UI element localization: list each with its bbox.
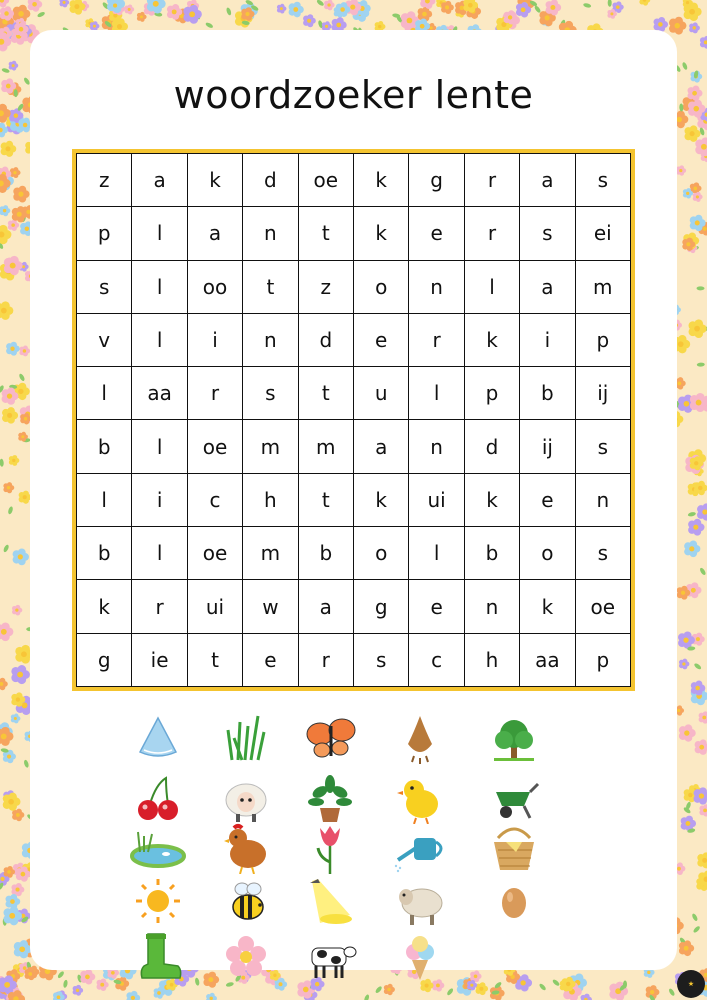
border-flower-icon: [3, 906, 21, 925]
grid-cell[interactable]: r: [132, 580, 186, 632]
border-flower-icon: [126, 991, 140, 1000]
grid-cell[interactable]: m: [576, 261, 630, 313]
grid-cell[interactable]: t: [243, 261, 297, 313]
border-flower-icon: [384, 984, 395, 995]
border-leaf-icon: [696, 286, 704, 290]
border-leaf-icon: [7, 506, 13, 515]
border-flower-icon: [303, 14, 316, 27]
border-leaf-icon: [693, 662, 702, 670]
grid-cell[interactable]: n: [243, 207, 297, 259]
border-leaf-icon: [691, 913, 698, 922]
grid-cell[interactable]: oe: [188, 527, 242, 579]
grid-cell[interactable]: n: [465, 580, 519, 632]
border-flower-icon: [694, 481, 707, 495]
border-leaf-icon: [0, 459, 4, 467]
grid-cell[interactable]: aa: [132, 367, 186, 419]
border-flower-icon: [9, 455, 19, 466]
border-flower-icon: [678, 631, 695, 648]
grid-cell[interactable]: oo: [188, 261, 242, 313]
grid-cell[interactable]: p: [77, 207, 131, 259]
grid-cell[interactable]: m: [243, 527, 297, 579]
border-flower-icon: [59, 0, 69, 7]
border-leaf-icon: [688, 511, 697, 517]
border-flower-icon: [699, 711, 707, 723]
border-flower-icon: [432, 979, 444, 991]
grid-cell[interactable]: k: [465, 314, 519, 366]
grid-cell[interactable]: l: [465, 261, 519, 313]
border-flower-icon: [3, 793, 21, 811]
border-flower-icon: [73, 985, 84, 996]
border-flower-icon: [10, 167, 21, 178]
grid-cell[interactable]: a: [299, 580, 353, 632]
border-flower-icon: [699, 804, 707, 816]
grid-cell[interactable]: r: [465, 154, 519, 206]
grid-cell[interactable]: l: [132, 527, 186, 579]
border-flower-icon: [0, 205, 10, 216]
grid-cell[interactable]: d: [299, 314, 353, 366]
border-flower-icon: [0, 678, 8, 691]
border-flower-icon: [679, 659, 689, 670]
border-flower-icon: [183, 5, 201, 24]
grid-cell[interactable]: r: [465, 207, 519, 259]
grid-cell[interactable]: k: [465, 474, 519, 526]
grid-cell[interactable]: ei: [576, 207, 630, 259]
border-flower-icon: [12, 605, 22, 616]
border-flower-icon: [695, 137, 707, 156]
grid-cell[interactable]: g: [409, 154, 463, 206]
border-leaf-icon: [608, 0, 612, 7]
border-leaf-icon: [538, 983, 546, 992]
border-flower-icon: [277, 4, 287, 14]
grid-cell[interactable]: b: [465, 527, 519, 579]
grid-cell[interactable]: e: [520, 474, 574, 526]
border-flower-icon: [669, 17, 686, 35]
grid-cell[interactable]: e: [354, 314, 408, 366]
border-flower-icon: [695, 739, 707, 755]
grid-cell[interactable]: h: [465, 634, 519, 686]
grid-cell[interactable]: l: [409, 527, 463, 579]
grid-cell[interactable]: z: [77, 154, 131, 206]
grid-cell[interactable]: aa: [520, 634, 574, 686]
border-flower-icon: [679, 940, 694, 956]
grid-cell[interactable]: t: [299, 207, 353, 259]
brand-logo-icon: ★: [677, 970, 705, 998]
grid-cell[interactable]: s: [77, 261, 131, 313]
grid-cell[interactable]: m: [243, 420, 297, 472]
border-flower-icon: [125, 4, 135, 14]
grid-cell[interactable]: z: [299, 261, 353, 313]
grid-cell[interactable]: l: [132, 207, 186, 259]
word-search-grid-border: [72, 149, 635, 691]
grid-cell[interactable]: m: [299, 420, 353, 472]
border-leaf-icon: [446, 987, 454, 996]
border-leaf-icon: [534, 5, 542, 14]
border-flower-icon: [80, 969, 95, 984]
grid-cell[interactable]: l: [77, 367, 131, 419]
grid-cell[interactable]: ui: [409, 474, 463, 526]
grid-cell[interactable]: r: [409, 314, 463, 366]
border-flower-icon: [693, 192, 703, 202]
grid-cell[interactable]: oe: [188, 420, 242, 472]
border-leaf-icon: [623, 980, 627, 988]
grid-cell[interactable]: k: [354, 474, 408, 526]
grid-cell[interactable]: e: [409, 580, 463, 632]
border-flower-icon: [420, 0, 435, 9]
border-flower-icon: [13, 186, 29, 203]
grid-cell[interactable]: c: [409, 634, 463, 686]
grid-cell[interactable]: g: [77, 634, 131, 686]
grid-cell[interactable]: o: [354, 261, 408, 313]
border-leaf-icon: [57, 970, 65, 979]
border-flower-icon: [11, 665, 30, 684]
border-leaf-icon: [681, 62, 688, 71]
grid-cell[interactable]: k: [354, 207, 408, 259]
grid-cell[interactable]: n: [409, 261, 463, 313]
grid-cell[interactable]: ij: [576, 367, 630, 419]
grid-cell[interactable]: oe: [299, 154, 353, 206]
border-leaf-icon: [23, 759, 29, 768]
grid-cell[interactable]: b: [77, 420, 131, 472]
border-leaf-icon: [225, 982, 234, 988]
grid-cell[interactable]: w: [243, 580, 297, 632]
border-flower-icon: [1, 141, 17, 157]
border-flower-icon: [546, 0, 562, 15]
border-leaf-icon: [226, 7, 232, 16]
border-flower-icon: [9, 61, 19, 71]
grid-cell[interactable]: n: [576, 474, 630, 526]
border-leaf-icon: [375, 985, 383, 994]
word-search-grid: [76, 153, 631, 687]
border-flower-icon: [420, 979, 433, 993]
border-flower-icon: [324, 0, 334, 10]
border-flower-icon: [203, 972, 219, 988]
grid-cell[interactable]: k: [354, 154, 408, 206]
border-flower-icon: [8, 219, 19, 231]
grid-cell[interactable]: t: [188, 634, 242, 686]
border-flower-icon: [639, 0, 650, 6]
grid-cell[interactable]: b: [77, 527, 131, 579]
grid-cell[interactable]: p: [465, 367, 519, 419]
border-flower-icon: [4, 256, 23, 275]
grid-cell[interactable]: i: [132, 474, 186, 526]
border-leaf-icon: [18, 373, 25, 382]
grid-cell[interactable]: d: [243, 154, 297, 206]
grid-cell[interactable]: r: [299, 634, 353, 686]
grid-cell[interactable]: v: [77, 314, 131, 366]
grid-cell[interactable]: e: [243, 634, 297, 686]
border-flower-icon: [289, 2, 304, 18]
grid-cell[interactable]: i: [188, 314, 242, 366]
grid-cell[interactable]: s: [354, 634, 408, 686]
grid-cell[interactable]: oe: [576, 580, 630, 632]
grid-cell[interactable]: d: [465, 420, 519, 472]
border-flower-icon: [697, 852, 707, 868]
border-flower-icon: [6, 342, 20, 356]
border-leaf-icon: [3, 544, 10, 553]
grid-cell[interactable]: s: [520, 207, 574, 259]
border-flower-icon: [0, 622, 13, 641]
border-flower-icon: [580, 994, 591, 1000]
grid-cell[interactable]: n: [243, 314, 297, 366]
border-flower-icon: [6, 894, 21, 909]
border-leaf-icon: [205, 22, 214, 29]
border-flower-icon: [684, 540, 700, 557]
grid-cell[interactable]: s: [576, 154, 630, 206]
border-flower-icon: [206, 993, 217, 1000]
border-leaf-icon: [697, 362, 705, 366]
grid-cell[interactable]: t: [299, 367, 353, 419]
border-flower-icon: [3, 482, 14, 493]
border-leaf-icon: [583, 2, 592, 8]
border-flower-icon: [11, 714, 21, 724]
grid-cell[interactable]: s: [576, 527, 630, 579]
grid-cell[interactable]: p: [576, 634, 630, 686]
grid-cell[interactable]: c: [188, 474, 242, 526]
border-flower-icon: [697, 503, 707, 520]
grid-cell[interactable]: n: [409, 420, 463, 472]
grid-cell[interactable]: a: [520, 261, 574, 313]
grid-cell[interactable]: k: [77, 580, 131, 632]
border-leaf-icon: [668, 988, 676, 997]
grid-cell[interactable]: l: [77, 474, 131, 526]
border-flower-icon: [694, 787, 707, 804]
grid-cell[interactable]: i: [520, 314, 574, 366]
border-flower-icon: [2, 407, 18, 424]
grid-cell[interactable]: k: [188, 154, 242, 206]
border-flower-icon: [679, 724, 696, 741]
grid-cell[interactable]: h: [243, 474, 297, 526]
grid-cell[interactable]: k: [520, 580, 574, 632]
border-leaf-icon: [194, 977, 200, 986]
grid-cell[interactable]: a: [354, 420, 408, 472]
border-flower-icon: [475, 982, 488, 995]
border-leaf-icon: [63, 980, 68, 989]
page-title: woordzoeker lente: [173, 73, 534, 117]
grid-cell[interactable]: ui: [188, 580, 242, 632]
border-leaf-icon: [699, 567, 707, 576]
grid-cell[interactable]: t: [299, 474, 353, 526]
border-flower-icon: [441, 1, 454, 14]
border-flower-icon: [0, 301, 13, 320]
grid-cell[interactable]: u: [354, 367, 408, 419]
border-leaf-icon: [692, 925, 700, 933]
border-flower-icon: [676, 165, 686, 175]
grid-cell[interactable]: a: [188, 207, 242, 259]
border-flower-icon: [684, 2, 702, 21]
border-flower-icon: [700, 36, 707, 49]
grid-cell[interactable]: s: [576, 420, 630, 472]
grid-cell[interactable]: b: [299, 527, 353, 579]
grid-cell[interactable]: l: [132, 261, 186, 313]
grid-cell[interactable]: s: [243, 367, 297, 419]
grid-cell[interactable]: a: [132, 154, 186, 206]
grid-cell[interactable]: l: [409, 367, 463, 419]
grid-cell[interactable]: g: [354, 580, 408, 632]
border-flower-icon: [97, 978, 109, 991]
grid-cell[interactable]: ij: [520, 420, 574, 472]
border-flower-icon: [28, 0, 43, 12]
border-flower-icon: [688, 519, 704, 536]
border-flower-icon: [689, 22, 700, 33]
border-flower-icon: [684, 125, 700, 142]
grid-cell[interactable]: o: [354, 527, 408, 579]
grid-cell[interactable]: b: [520, 367, 574, 419]
border-leaf-icon: [363, 994, 370, 1000]
grid-cell[interactable]: o: [520, 527, 574, 579]
border-leaf-icon: [552, 979, 561, 987]
border-flower-icon: [311, 977, 325, 991]
grid-cell[interactable]: ie: [132, 634, 186, 686]
grid-cell[interactable]: p: [576, 314, 630, 366]
grid-cell[interactable]: l: [132, 420, 186, 472]
border-leaf-icon: [316, 0, 325, 7]
grid-cell[interactable]: l: [132, 314, 186, 366]
border-flower-icon: [13, 548, 29, 565]
grid-cell[interactable]: a: [520, 154, 574, 206]
grid-cell[interactable]: e: [409, 207, 463, 259]
border-flower-icon: [19, 345, 30, 356]
border-flower-icon: [689, 319, 707, 338]
grid-cell[interactable]: r: [188, 367, 242, 419]
border-leaf-icon: [37, 11, 46, 18]
